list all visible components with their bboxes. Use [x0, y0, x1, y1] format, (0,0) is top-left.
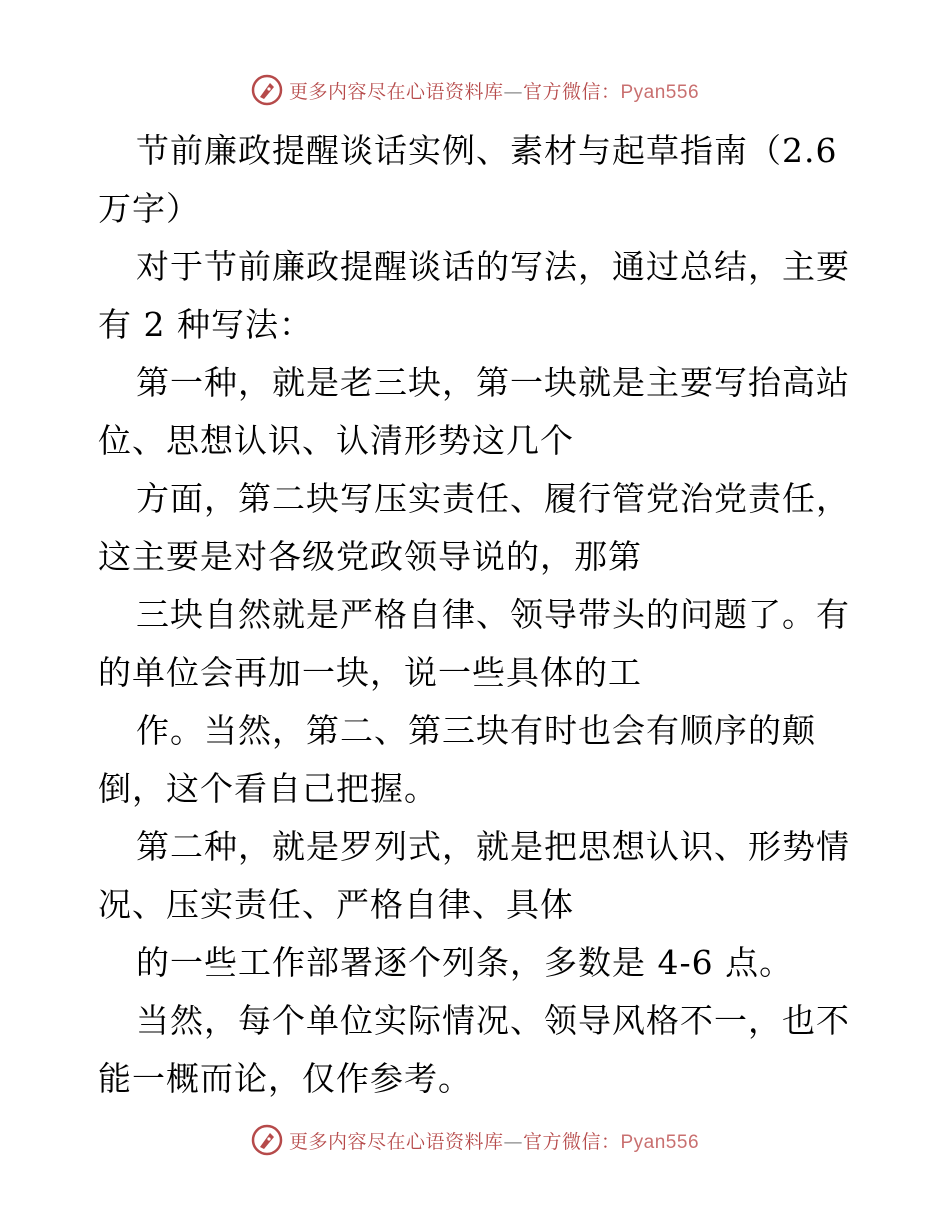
banner-wechat-label: 官方微信： [522, 1130, 621, 1153]
pen-nib-logo-icon [251, 74, 283, 106]
paragraph-line: 况、压实责任、严格自律、具体 [98, 885, 574, 924]
paragraph-line: 第二种，就是罗列式，就是把思想认识、形势情 [136, 827, 850, 866]
watermark-banner-bottom [0, 1120, 950, 1160]
watermark-banner-top [0, 70, 950, 110]
banner-text: 更多内容尽在心语资料库 [288, 1130, 504, 1153]
paragraph-line: 这主要是对各级党政领导说的，那第 [98, 537, 642, 576]
pen-nib-logo-icon [251, 1124, 283, 1156]
paragraph-line: 方面，第二块写压实责任、履行管党治党责任， [136, 479, 850, 518]
paragraph-line: 对于节前廉政提醒谈话的写法，通过总结，主要 [136, 247, 850, 286]
paragraph-line: 有 2 种写法： [98, 305, 313, 344]
paragraph-line: 位、思想认识、认清形势这几个 [98, 421, 574, 460]
paragraph-line: 能一概而论，仅作参考。 [98, 1059, 472, 1098]
document-title-line: 节前廉政提醒谈话实例、素材与起草指南（2.6 [136, 131, 838, 170]
paragraph-line: 三块自然就是严格自律、领导带头的问题了。有 [136, 595, 850, 634]
paragraph-line: 的单位会再加一块，说一些具体的工 [98, 653, 642, 692]
banner-wechat-label: 官方微信： [522, 80, 621, 103]
document-body [98, 122, 858, 1108]
banner-wechat-id: Pyan556 [620, 1131, 700, 1153]
paragraph-line: 第一种，就是老三块，第一块就是主要写抬高站 [136, 363, 850, 402]
banner-wechat-id: Pyan556 [620, 81, 700, 103]
paragraph-line: 倒，这个看自己把握。 [98, 769, 438, 808]
banner-separator: — [503, 80, 523, 103]
document-title-line: 万字） [98, 189, 200, 228]
paragraph-line: 当然，每个单位实际情况、领导风格不一，也不 [136, 1001, 850, 1040]
banner-separator: — [503, 1130, 523, 1153]
banner-text: 更多内容尽在心语资料库 [288, 80, 504, 103]
paragraph-line: 作。当然，第二、第三块有时也会有顺序的颠 [136, 711, 816, 750]
paragraph-line: 的一些工作部署逐个列条，多数是 4-6 点。 [136, 943, 794, 982]
